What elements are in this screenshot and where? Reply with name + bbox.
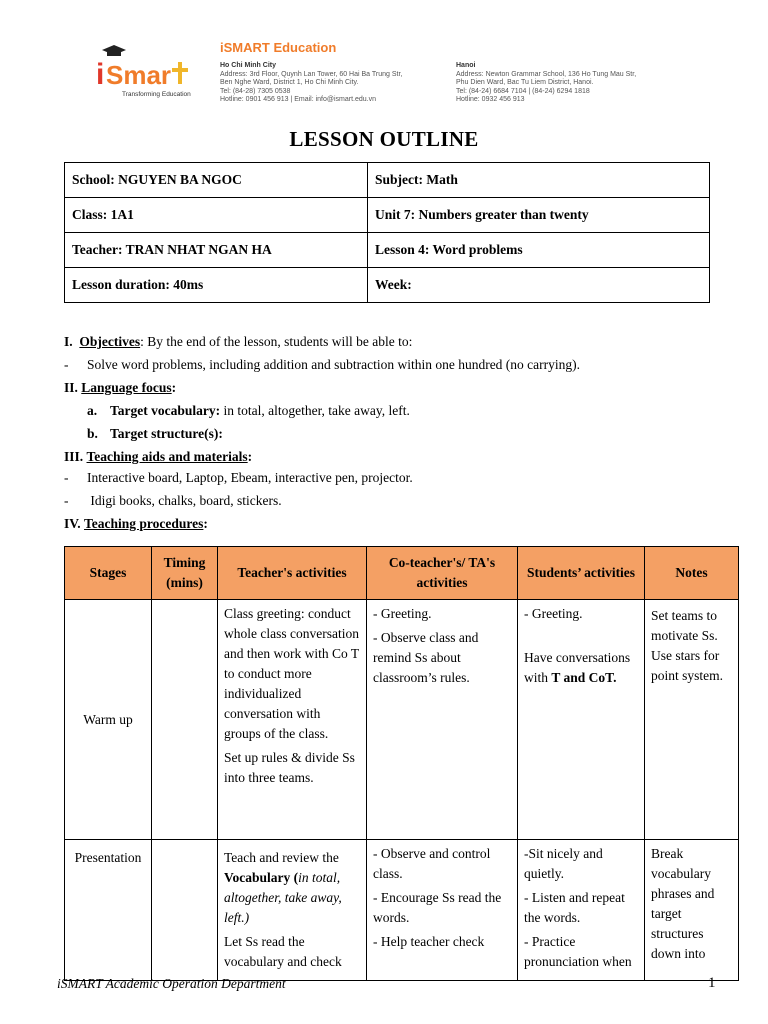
aids-label: Teaching aids and materials <box>86 449 248 464</box>
structure-label: Target structure(s): <box>110 426 223 441</box>
activity-text <box>224 848 360 928</box>
coteacher-activities-cell <box>367 600 518 840</box>
stage-cell: Warm up <box>65 600 152 840</box>
section-number: I. <box>64 334 73 349</box>
students-activities-cell <box>518 600 645 840</box>
hotline-line: Hotline: 0901 456 913 | Email: info@ismart.edu.vn <box>220 96 377 104</box>
teacher-activities-cell <box>218 840 367 981</box>
lesson-cell: Lesson 4: Word problems <box>368 233 710 268</box>
vocab-line <box>87 403 410 419</box>
address-line: Phu Dien Ward, Bac Tu Liem District, Hanoi. <box>456 79 594 87</box>
column-header: Notes <box>645 547 739 600</box>
objective-item: - Solve word problems, including addition and subtraction within one hundred (no carrying). <box>64 357 581 372</box>
coteacher-activities-cell <box>367 840 518 981</box>
table-row <box>65 840 739 981</box>
tel-line: Tel: (84-28) 7305 0538 <box>220 87 291 95</box>
address-line: Address: 3rd Floor, Quynh Lan Tower, 60 Hai Ba Trung Str, <box>220 70 403 78</box>
logo-tagline: Transforming Education <box>122 91 191 98</box>
column-header: Timing (mins) <box>152 547 218 600</box>
notes-cell: Set teams to motivate Ss. Use stars for point system. <box>645 600 739 840</box>
activity-text: - Listen and repeat the words. <box>524 890 625 925</box>
list-marker: b. <box>87 426 98 441</box>
duration-cell: Lesson duration: 40ms <box>65 268 368 303</box>
activity-text: -Sit nicely and quietly. <box>524 846 603 881</box>
column-header: Students’ activities <box>518 547 645 600</box>
activity-text-part: Have conversations with <box>524 650 631 685</box>
procedures-heading: IV. Teaching procedures: <box>64 516 208 531</box>
footer-department: iSMART Academic Operation Department <box>57 976 286 991</box>
language-heading: II. Language focus: <box>64 380 177 395</box>
vocab-text: in total, altogether, take away, left. <box>223 403 410 418</box>
svg-text:i: i <box>96 58 105 91</box>
subject-cell: Subject: Math <box>368 163 710 198</box>
objectives-text: : By the end of the lesson, students will be able to: <box>140 334 413 349</box>
students-activities-cell <box>518 840 645 981</box>
class-cell: Class: 1A1 <box>65 198 368 233</box>
activity-text: - Observe and control class. <box>373 846 491 881</box>
column-header: Co-teacher's/ TA's activities <box>367 547 518 600</box>
table-header-row <box>65 547 739 600</box>
address-hanoi <box>456 62 686 105</box>
address-line: Address: Newton Grammar School, 136 Ho Tung Mau Str, <box>456 70 637 78</box>
city-name: Hanoi <box>456 62 476 69</box>
column-header: Stages <box>65 547 152 600</box>
activity-text: - Help teacher check <box>373 934 485 949</box>
objective-text: Solve word problems, including addition and subtraction within one hundred (no carrying). <box>87 357 581 372</box>
graduation-cap-icon <box>102 45 126 56</box>
activity-text-part: Teach and review the <box>224 850 339 865</box>
activity-text: - Greeting. <box>373 606 432 621</box>
column-header: Teacher's activities <box>218 547 367 600</box>
aids-text: Interactive board, Laptop, Ebeam, interactive pen, projector. <box>87 470 413 485</box>
week-cell: Week: <box>368 268 710 303</box>
address-hcm <box>220 62 450 105</box>
svg-text:Smar: Smar <box>106 60 172 90</box>
procedure-table <box>64 546 739 981</box>
address-line: Ben Nghe Ward, District 1, Ho Chi Minh City. <box>220 79 359 87</box>
activity-text: - Practice pronunciation when <box>524 934 632 969</box>
activity-text: - Encourage Ss read the words. <box>373 890 502 925</box>
ismart-logo <box>92 42 202 102</box>
unit-cell: Unit 7: Numbers greater than twenty <box>368 198 710 233</box>
activity-text-bold: Vocabulary ( <box>224 870 299 885</box>
section-number: II. <box>64 380 78 395</box>
activity-text: Class greeting: conduct whole class conversation and then work with Co T to conduct more individualized conversation with groups of the class. <box>224 606 359 741</box>
objectives-heading <box>64 334 412 350</box>
aids-heading: III. Teaching aids and materials: <box>64 449 253 464</box>
list-marker: a. <box>87 403 98 418</box>
page-number: 1 <box>708 975 716 991</box>
school-cell: School: NGUYEN BA NGOC <box>65 163 368 198</box>
hotline-line: Hotline: 0932 456 913 <box>456 96 525 104</box>
activity-text-bold: T and CoT. <box>551 670 617 685</box>
activity-text: Set up rules & divide Ss into three teams. <box>224 750 355 785</box>
teacher-cell: Teacher: TRAN NHAT NGAN HA <box>65 233 368 268</box>
language-label: Language focus <box>81 380 172 395</box>
lesson-info-table <box>64 162 710 303</box>
stage-cell: Presentation <box>65 840 152 981</box>
page-title: LESSON OUTLINE <box>289 127 479 151</box>
activity-text: - Greeting. <box>524 606 583 621</box>
activity-text <box>524 648 638 688</box>
activity-text: - Observe class and remind Ss about classroom’s rules. <box>373 630 479 685</box>
structure-line <box>87 426 223 442</box>
section-number: IV. <box>64 516 81 531</box>
timing-cell <box>152 600 218 840</box>
activity-text: Let Ss read the vocabulary and check <box>224 934 342 969</box>
aids-text: Idigi books, chalks, board, stickers. <box>87 493 282 508</box>
brand-name: iSMART Education <box>220 40 337 55</box>
vocab-label: Target vocabulary: <box>110 403 221 418</box>
activity-text-italic: in total, altogether, take away, left.) <box>224 870 342 925</box>
procedures-label: Teaching procedures <box>84 516 204 531</box>
timing-cell <box>152 840 218 981</box>
tel-line: Tel: (84-24) 6684 7104 | (84-24) 6294 1818 <box>456 87 590 95</box>
teacher-activities-cell <box>218 600 367 840</box>
city-name: Ho Chi Minh City <box>220 62 276 69</box>
objectives-label: Objectives <box>79 334 141 349</box>
table-row <box>65 600 739 840</box>
notes-cell: Break vocabulary phrases and target structures down into <box>645 840 739 981</box>
aids-item: - Idigi books, chalks, board, stickers. <box>64 493 282 508</box>
section-number: III. <box>64 449 84 464</box>
aids-item: - Interactive board, Laptop, Ebeam, interactive pen, projector. <box>64 470 413 485</box>
